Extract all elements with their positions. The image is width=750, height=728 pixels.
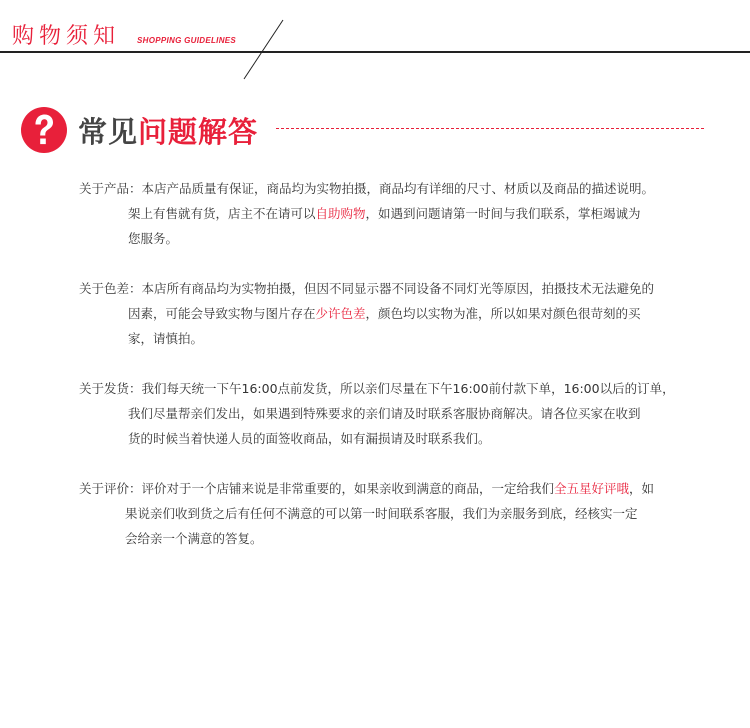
qa-label: 关于评价： bbox=[79, 481, 142, 496]
qa-text: 我们尽量帮亲们发出，如果遇到特殊要求的亲们请及时联系客服协商解决。请各位买家在收到 bbox=[128, 406, 641, 421]
qa-review bbox=[79, 476, 689, 551]
header-slash-decoration bbox=[0, 0, 750, 80]
page-subtitle: SHOPPING GUIDELINES bbox=[137, 36, 237, 45]
question-mark-icon bbox=[20, 106, 68, 154]
qa-text: 果说亲们收到货之后有任何不满意的可以第一时间联系客服，我们为亲服务到底，经核实一定 bbox=[125, 506, 638, 521]
qa-text: 本店产品质量有保证，商品均为实物拍摄，商品均有详细的尺寸、材质以及商品的描述说明。 bbox=[141, 181, 655, 196]
qa-text: 家，请慎拍。 bbox=[128, 331, 204, 346]
qa-product bbox=[79, 176, 689, 251]
qa-text: 架上有售就有货，店主不在请可以 bbox=[128, 206, 316, 221]
qa-text: 本店所有商品均为实物拍摄，但因不同显示器不同设备不同灯光等原因，拍摄技术无法避免的 bbox=[141, 281, 655, 296]
qa-label: 关于色差： bbox=[79, 281, 142, 296]
qa-text: 您服务。 bbox=[128, 231, 179, 246]
heading-dashed-rule bbox=[276, 128, 704, 129]
qa-highlight: 全五星好评哦 bbox=[554, 481, 630, 496]
qa-text: 我们每天统一下午16:00点前发货，所以亲们尽量在下午16:00前付款下单，16:00以后的订单， bbox=[141, 381, 675, 396]
qa-text: ，颜色均以实物为准，所以如果对颜色很苛刻的买 bbox=[365, 306, 641, 321]
qa-text: 会给亲一个满意的答复。 bbox=[125, 531, 263, 546]
qa-color-difference bbox=[79, 276, 689, 351]
qa-text: 货的时候当着快递人员的面签收商品，如有漏损请及时联系我们。 bbox=[128, 431, 491, 446]
qa-text: ，如遇到问题请第一时间与我们联系，掌柜竭诚为 bbox=[365, 206, 641, 221]
qa-text: 因素，可能会导致实物与图片存在 bbox=[128, 306, 316, 321]
qa-highlight: 少许色差 bbox=[315, 306, 366, 321]
faq-heading bbox=[78, 110, 258, 151]
qa-highlight: 自助购物 bbox=[315, 206, 366, 221]
qa-label: 关于发货： bbox=[79, 381, 142, 396]
page-title: 购物须知 bbox=[12, 24, 121, 49]
qa-label: 关于产品： bbox=[79, 181, 142, 196]
faq-heading-dark: 常见 bbox=[78, 115, 139, 149]
qa-text: 评价对于一个店铺来说是非常重要的，如果亲收到满意的商品，一定给我们 bbox=[141, 481, 555, 496]
faq-heading-red: 问题解答 bbox=[138, 115, 259, 149]
qa-text: ，如 bbox=[629, 481, 655, 496]
qa-shipping bbox=[79, 376, 689, 451]
